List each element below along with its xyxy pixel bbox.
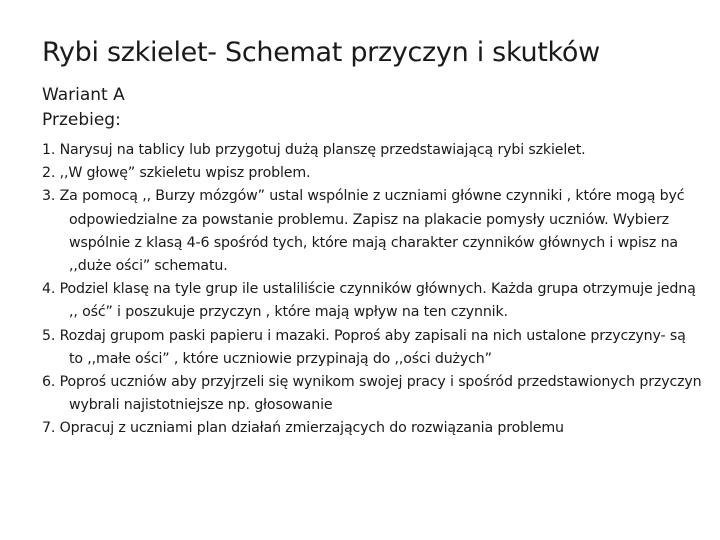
steps-list	[42, 139, 702, 441]
step-item: 4. Podziel klasę na tyle grup ile ustaliliście czynników głównych. Każda grupa otrzymuje jedną ,, ość” i poszukuje przyczyn , które mają wpływ na ten czynnik.	[42, 281, 696, 321]
step-item: 1. Narysuj na tablicy lub przygotuj dużą planszę przedstawiającą rybi szkielet.	[42, 142, 586, 158]
process-label: Przebieg:	[42, 110, 121, 130]
step-item: 2. ,,W głowę” szkieletu wpisz problem.	[42, 165, 311, 182]
step-item: 6. Poproś uczniów aby przyjrzeli się wynikom swojej pracy i spośród przedstawionych przyczyn wybrali najistotniejsze np. głosowanie	[42, 374, 702, 414]
variant-label: Wariant A	[42, 85, 125, 105]
step-item: 5. Rozdaj grupom paski papieru i mazaki. Poproś aby zapisali na nich ustalone przyczyny- są to ,,małe ości” , które uczniowie przypinają do ,,ości dużych”	[42, 327, 686, 367]
step-item: 3. Za pomocą ,, Burzy mózgów” ustal wspólnie z uczniami główne czynniki , które mogą być odpowiedzialne za powstanie problemu. Zapisz na plakacie pomysły uczniów. Wybierz wspólnie z klasą 4-6 spośród tych, które mają charakter czynników głównych i wpisz na ,,duże ości” schematu.	[42, 188, 685, 275]
slide-body	[42, 83, 702, 441]
slide-title: Rybi szkielet- Schemat przyczyn i skutków	[42, 37, 600, 68]
step-item: 7. Opracuj z uczniami plan działań zmierzających do rozwiązania problemu	[42, 420, 564, 437]
